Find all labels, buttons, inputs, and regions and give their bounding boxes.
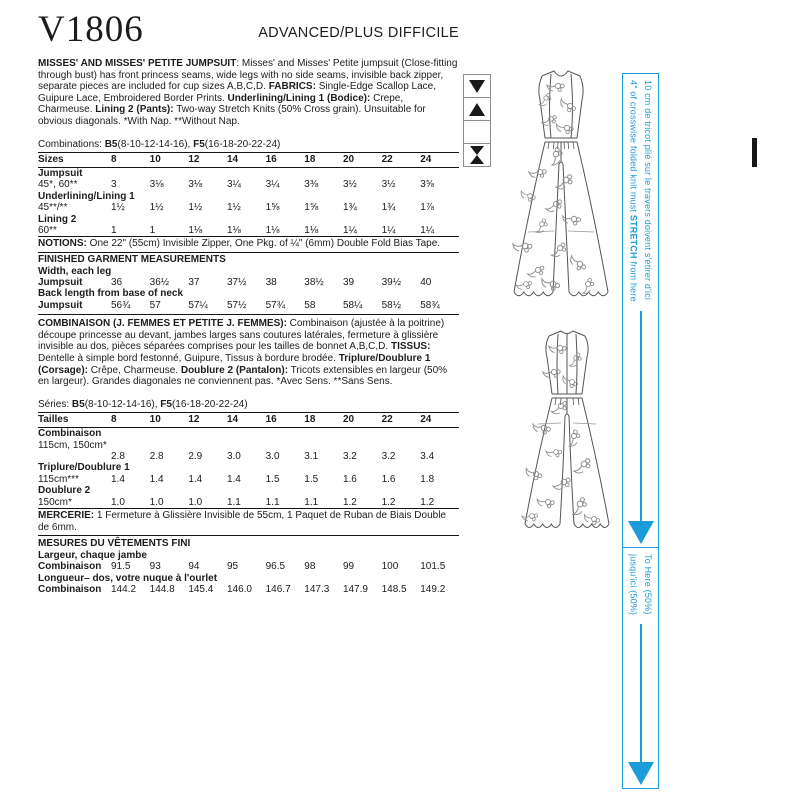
- row-label: Combinaison: [38, 428, 102, 440]
- value-cell: 3½: [381, 179, 396, 191]
- jumpsuit-front-illustration: [498, 64, 624, 315]
- value-cell: 56¾: [111, 299, 131, 311]
- value-cell: 1.6: [342, 473, 357, 485]
- stretch-gauge-lower-segment: [622, 547, 659, 789]
- text-segment: COMBINAISON (J. FEMMES ET PETITE J. FEMMES):: [38, 318, 287, 330]
- value-cell: 1⅛: [226, 225, 241, 236]
- value-cell: 3.4: [420, 451, 435, 462]
- column-header: 12: [188, 412, 227, 427]
- text-segment: Dentelle à simple bord festonné, Guipure, Tissus à bordure brodée.: [38, 353, 339, 364]
- stretch-gauge-strip: [622, 73, 659, 789]
- yardage-table-french: [38, 412, 459, 509]
- finished-measurements-title-en: FINISHED GARMENT MEASUREMENTS: [38, 254, 226, 265]
- row-label: Combinaison: [38, 584, 102, 596]
- column-header: 12: [188, 152, 227, 167]
- table-row: [38, 428, 459, 440]
- table-header-row: [38, 412, 459, 427]
- stretch-gauge-upper-segment: [622, 73, 659, 548]
- value-cell: 57¼: [188, 299, 208, 311]
- column-header: 22: [382, 412, 421, 427]
- finished-measurements-table-fr: [38, 550, 459, 596]
- value-cell: 3.0: [265, 451, 280, 462]
- value-cell: 1½: [226, 202, 241, 214]
- row-label: 115cm, 150cm*: [38, 439, 107, 451]
- value-cell: 3.2: [381, 451, 396, 462]
- column-header: 16: [266, 152, 305, 167]
- row-label: Triplure/Doublure 1: [38, 462, 130, 474]
- text-segment: Tricots extensibles en largeur (50% en largeur). Grandes diagonales ne conviennent pas. *Avec Sens. **Sans Sens.: [38, 364, 448, 388]
- value-cell: 37½: [226, 277, 247, 288]
- triangle-up-glyph: [469, 103, 485, 116]
- to-here-label: [626, 554, 655, 615]
- row-label: 45*, 60**: [38, 179, 78, 191]
- value-cell: 40: [420, 277, 432, 288]
- value-cell: 58¾: [420, 299, 440, 311]
- to-here-french: jusqu'ici (50%): [628, 554, 639, 616]
- value-cell: 93: [149, 561, 161, 573]
- column-header: 10: [150, 152, 189, 167]
- text-segment: MISSES' AND MISSES' PETITE JUMPSUIT: [38, 58, 237, 69]
- table-row: [38, 202, 459, 213]
- value-cell: 1½: [149, 202, 164, 214]
- value-cell: 147.9: [342, 584, 368, 596]
- value-cell: 58¼: [342, 299, 363, 311]
- value-cell: 1½: [111, 202, 125, 214]
- row-label: Longueur– dos, votre nuque à l'ourlet: [38, 572, 218, 584]
- column-header: 14: [227, 412, 266, 427]
- value-cell: 1.8: [420, 473, 435, 485]
- column-header: 24: [420, 152, 459, 167]
- value-cell: 57: [149, 299, 161, 311]
- value-cell: 1⅛: [265, 225, 280, 236]
- table-row: [38, 561, 459, 572]
- table-row: [38, 462, 459, 473]
- column-header: 14: [227, 152, 266, 167]
- stretch-note-french: 10 cm de tricot plié sur le travers doivent s'étirer d'ici: [643, 80, 653, 301]
- value-cell: 1.2: [420, 496, 435, 508]
- value-cell: 3⅛: [188, 179, 203, 191]
- hourglass-glyph: [470, 146, 484, 164]
- stretch-arrow-shaft: [640, 624, 642, 762]
- main-column: [38, 9, 459, 598]
- table-row: [38, 451, 459, 462]
- table-row: [38, 191, 459, 202]
- text-segment: FABRICS:: [268, 81, 316, 93]
- text-segment: Two-way Stretch Knits (50% Cross grain). Unsuitable for obvious diagonals. *With Nap. **Without Nap.: [38, 104, 426, 127]
- value-cell: 1⅛: [304, 225, 319, 236]
- value-cell: 1⅞: [420, 202, 435, 214]
- value-cell: 37: [188, 277, 200, 288]
- text-segment: Triplure/Doublure 1 (Corsage):: [38, 353, 431, 376]
- value-cell: 2.8: [149, 451, 164, 462]
- column-header: 8: [111, 412, 150, 427]
- row-label: 115cm***: [38, 473, 79, 485]
- table-row: [38, 167, 459, 179]
- table-row: [38, 440, 459, 451]
- value-cell: 1.0: [188, 496, 203, 508]
- value-cell: 148.5: [381, 584, 407, 596]
- text-segment: 1 Fermeture à Glissière Invisible de 55cm, 1 Paquet de Ruban de Biais Double de 6mm.: [38, 510, 446, 533]
- value-cell: 1.0: [149, 496, 164, 508]
- table-row: [38, 497, 459, 509]
- value-cell: 145.4: [188, 584, 214, 596]
- value-cell: 1¾: [342, 202, 357, 214]
- text-segment: Crêpe, Charmeuse.: [88, 364, 181, 376]
- column-header: Tailles: [38, 412, 111, 427]
- value-cell: 1.2: [342, 496, 357, 508]
- value-cell: 1.1: [304, 496, 319, 508]
- triangle-down-glyph: [469, 80, 485, 93]
- value-cell: 1.5: [304, 473, 319, 485]
- text-segment: 4" of crosswise folded knit must: [628, 80, 639, 215]
- row-label: Back length from base of neck: [38, 288, 184, 300]
- jumpsuit-back-drawing: [506, 324, 628, 542]
- text-segment: : Misses' and Misses' Petite jumpsuit (Close-fitting through bust) has front princess seams, wide legs with no side seams, invisible back zipper, separate pieces are included for cup sizes A,B,C,D.: [38, 58, 458, 93]
- value-cell: 94: [188, 561, 200, 573]
- table-row: [38, 485, 459, 496]
- value-cell: 100: [381, 561, 399, 573]
- value-cell: 149.2: [420, 584, 446, 596]
- value-cell: 146.0: [226, 584, 252, 596]
- to-here-english: To Here (50%): [643, 554, 653, 615]
- value-cell: 58½: [381, 299, 402, 311]
- value-cell: 1¼: [420, 225, 435, 236]
- row-label: Jumpsuit: [38, 167, 83, 179]
- cutting-symbol-legend: [463, 75, 491, 167]
- value-cell: 1: [149, 225, 156, 236]
- value-cell: 3.0: [226, 451, 241, 462]
- stretch-note: [626, 80, 655, 302]
- value-cell: 1.0: [111, 496, 125, 508]
- text-segment: NOTIONS:: [38, 238, 87, 250]
- text-segment: F5: [160, 398, 172, 410]
- lace-motifs: [511, 80, 596, 296]
- value-cell: 1⅝: [304, 202, 319, 214]
- text-segment: Lining 2 (Pants):: [95, 104, 174, 116]
- row-label: Combinaison: [38, 561, 102, 573]
- value-cell: 1¾: [381, 202, 396, 214]
- column-header: 16: [266, 412, 305, 427]
- value-cell: 3⅛: [149, 179, 164, 191]
- text-segment: MERCERIE:: [38, 510, 95, 522]
- row-label: [38, 451, 111, 462]
- triangle-down-symbol-icon: [463, 74, 491, 98]
- row-label: 45**/**: [38, 202, 68, 214]
- column-header: 10: [150, 412, 189, 427]
- column-header: 22: [382, 152, 421, 167]
- stretch-arrow-down-icon: [628, 521, 654, 544]
- row-label: 150cm*: [38, 496, 72, 508]
- text-segment: from here: [628, 258, 639, 302]
- fold-mark: [752, 138, 757, 167]
- value-cell: 2.8: [111, 451, 125, 462]
- combinations-line: [38, 139, 459, 151]
- column-header: 24: [420, 412, 459, 427]
- mercerie-text: [38, 509, 459, 536]
- table-row: [38, 225, 459, 237]
- lace-motifs: [521, 341, 600, 527]
- stretch-arrow-shaft: [640, 311, 642, 521]
- text-segment: B5: [104, 138, 118, 150]
- finished-measurements-table-en: [38, 266, 459, 312]
- value-cell: 38½: [304, 277, 324, 288]
- value-cell: 1.6: [381, 473, 396, 485]
- value-cell: 3¼: [226, 179, 241, 191]
- pattern-number: V1806: [38, 9, 144, 50]
- value-cell: 58: [304, 299, 316, 311]
- page-header: [38, 9, 459, 50]
- value-cell: 101.5: [420, 561, 446, 573]
- difficulty-level: ADVANCED/PLUS DIFFICILE: [258, 25, 459, 41]
- table-row: [38, 179, 459, 190]
- stretch-arrow-down-icon: [628, 762, 654, 785]
- value-cell: 3: [111, 179, 117, 191]
- value-cell: 99: [342, 561, 355, 573]
- text-segment: F5: [193, 138, 205, 150]
- value-cell: 1.4: [149, 473, 164, 485]
- table-row: [38, 584, 459, 595]
- blank-symbol-icon: [463, 120, 491, 144]
- value-cell: 144.8: [149, 584, 175, 596]
- value-cell: 147.3: [304, 584, 330, 596]
- value-cell: 1.2: [381, 496, 396, 508]
- stretch-note-english: [626, 80, 641, 302]
- text-segment: (16-18-20-22-24): [171, 398, 248, 410]
- value-cell: 3½: [342, 179, 357, 191]
- value-cell: 1.5: [265, 473, 280, 485]
- column-header: 20: [343, 152, 382, 167]
- row-label: Jumpsuit: [38, 299, 83, 311]
- value-cell: 1: [111, 225, 117, 236]
- row-label: Width, each leg: [38, 265, 112, 277]
- value-cell: 1.1: [226, 496, 241, 508]
- table-row: [38, 288, 459, 299]
- row-label: Largeur, chaque jambe: [38, 549, 147, 561]
- value-cell: 3⅜: [304, 179, 319, 191]
- row-label: Doublure 2: [38, 485, 91, 497]
- finished-measurements-title-fr: MESURES DU VÊTEMENTS FINI: [38, 538, 191, 550]
- text-segment: Crepe, Charmeuse.: [38, 92, 404, 116]
- value-cell: 1.1: [265, 496, 280, 508]
- french-description: [38, 318, 459, 388]
- text-segment: Doublure 2 (Pantalon):: [180, 364, 289, 376]
- column-header: 8: [111, 152, 150, 167]
- value-cell: 146.7: [265, 584, 291, 596]
- value-cell: 1⅛: [188, 225, 203, 236]
- value-cell: 38: [265, 277, 277, 288]
- value-cell: 3⅝: [420, 179, 435, 191]
- jumpsuit-front-drawing: [498, 64, 624, 310]
- value-cell: 95: [226, 561, 239, 573]
- value-cell: 1.4: [226, 473, 241, 485]
- value-cell: 98: [304, 561, 316, 573]
- text-segment: (16-18-20-22-24): [204, 138, 281, 150]
- row-label: Underlining/Lining 1: [38, 190, 135, 202]
- value-cell: 1¼: [381, 225, 396, 236]
- text-segment: TISSUS:: [390, 341, 431, 353]
- value-cell: 1¼: [342, 225, 357, 236]
- value-cell: 3.1: [304, 451, 319, 462]
- value-cell: 36: [111, 277, 123, 288]
- value-cell: 39½: [381, 277, 402, 288]
- finished-measurements-french: [38, 536, 459, 598]
- row-label: Jumpsuit: [38, 277, 83, 288]
- value-cell: 2.9: [188, 451, 203, 462]
- value-cell: 57½: [226, 299, 247, 311]
- table-row: [38, 214, 459, 225]
- value-cell: 3¼: [265, 179, 280, 191]
- row-label: 60**: [38, 225, 57, 236]
- text-segment: STRETCH: [628, 214, 639, 259]
- value-cell: 96.5: [265, 561, 286, 573]
- text-segment: Combinaison (ajustée à la poitrine) découpe princesse au devant, jambes larges sans coutures latérales, fermeture à glissière invisible au dos, pièces séparées comprises pour les tailles de bonnet A,B,C,D.: [38, 318, 445, 353]
- yardage-table-english: [38, 152, 459, 238]
- table-row: [38, 277, 459, 288]
- value-cell: 39: [342, 277, 355, 288]
- table-row: [38, 300, 459, 311]
- series-line: [38, 399, 459, 411]
- table-header-row: [38, 152, 459, 167]
- table-row: [38, 550, 459, 561]
- value-cell: 1.4: [188, 473, 203, 485]
- text-segment: (8-10-12-14-16),: [84, 398, 161, 410]
- text-segment: Underlining/Lining 1 (Bodice):: [227, 92, 371, 104]
- column-header: 18: [304, 412, 343, 427]
- text-segment: B5: [71, 398, 85, 410]
- value-cell: 91.5: [111, 561, 131, 573]
- value-cell: 57¾: [265, 299, 286, 311]
- hourglass-symbol-icon: [463, 143, 491, 167]
- triangle-up-symbol-icon: [463, 97, 491, 121]
- text-segment: Combinations:: [38, 138, 105, 150]
- column-header: Sizes: [38, 152, 111, 167]
- value-cell: 3.2: [342, 451, 357, 462]
- value-cell: 1.4: [111, 473, 125, 485]
- text-segment: (8-10-12-14-16),: [117, 138, 194, 150]
- english-description: [38, 58, 459, 128]
- finished-measurements-english: [38, 253, 459, 315]
- text-segment: Single-Edge Scallop Lace, Guipure Lace, Embroidered Border Prints.: [38, 81, 436, 104]
- column-header: 20: [343, 412, 382, 427]
- value-cell: 1½: [188, 202, 203, 214]
- value-cell: 144.2: [111, 584, 137, 596]
- row-label: Lining 2: [38, 213, 77, 225]
- value-cell: 1⅝: [265, 202, 280, 214]
- notions-text: [38, 237, 459, 253]
- table-row: [38, 266, 459, 277]
- text-segment: Séries:: [38, 398, 72, 410]
- jumpsuit-back-illustration: [506, 324, 628, 547]
- value-cell: 36½: [149, 277, 170, 288]
- table-row: [38, 573, 459, 584]
- text-segment: One 22" (55cm) Invisible Zipper, One Pkg. of ¼" (6mm) Double Fold Bias Tape.: [86, 238, 441, 250]
- table-row: [38, 474, 459, 485]
- column-header: 18: [304, 152, 343, 167]
